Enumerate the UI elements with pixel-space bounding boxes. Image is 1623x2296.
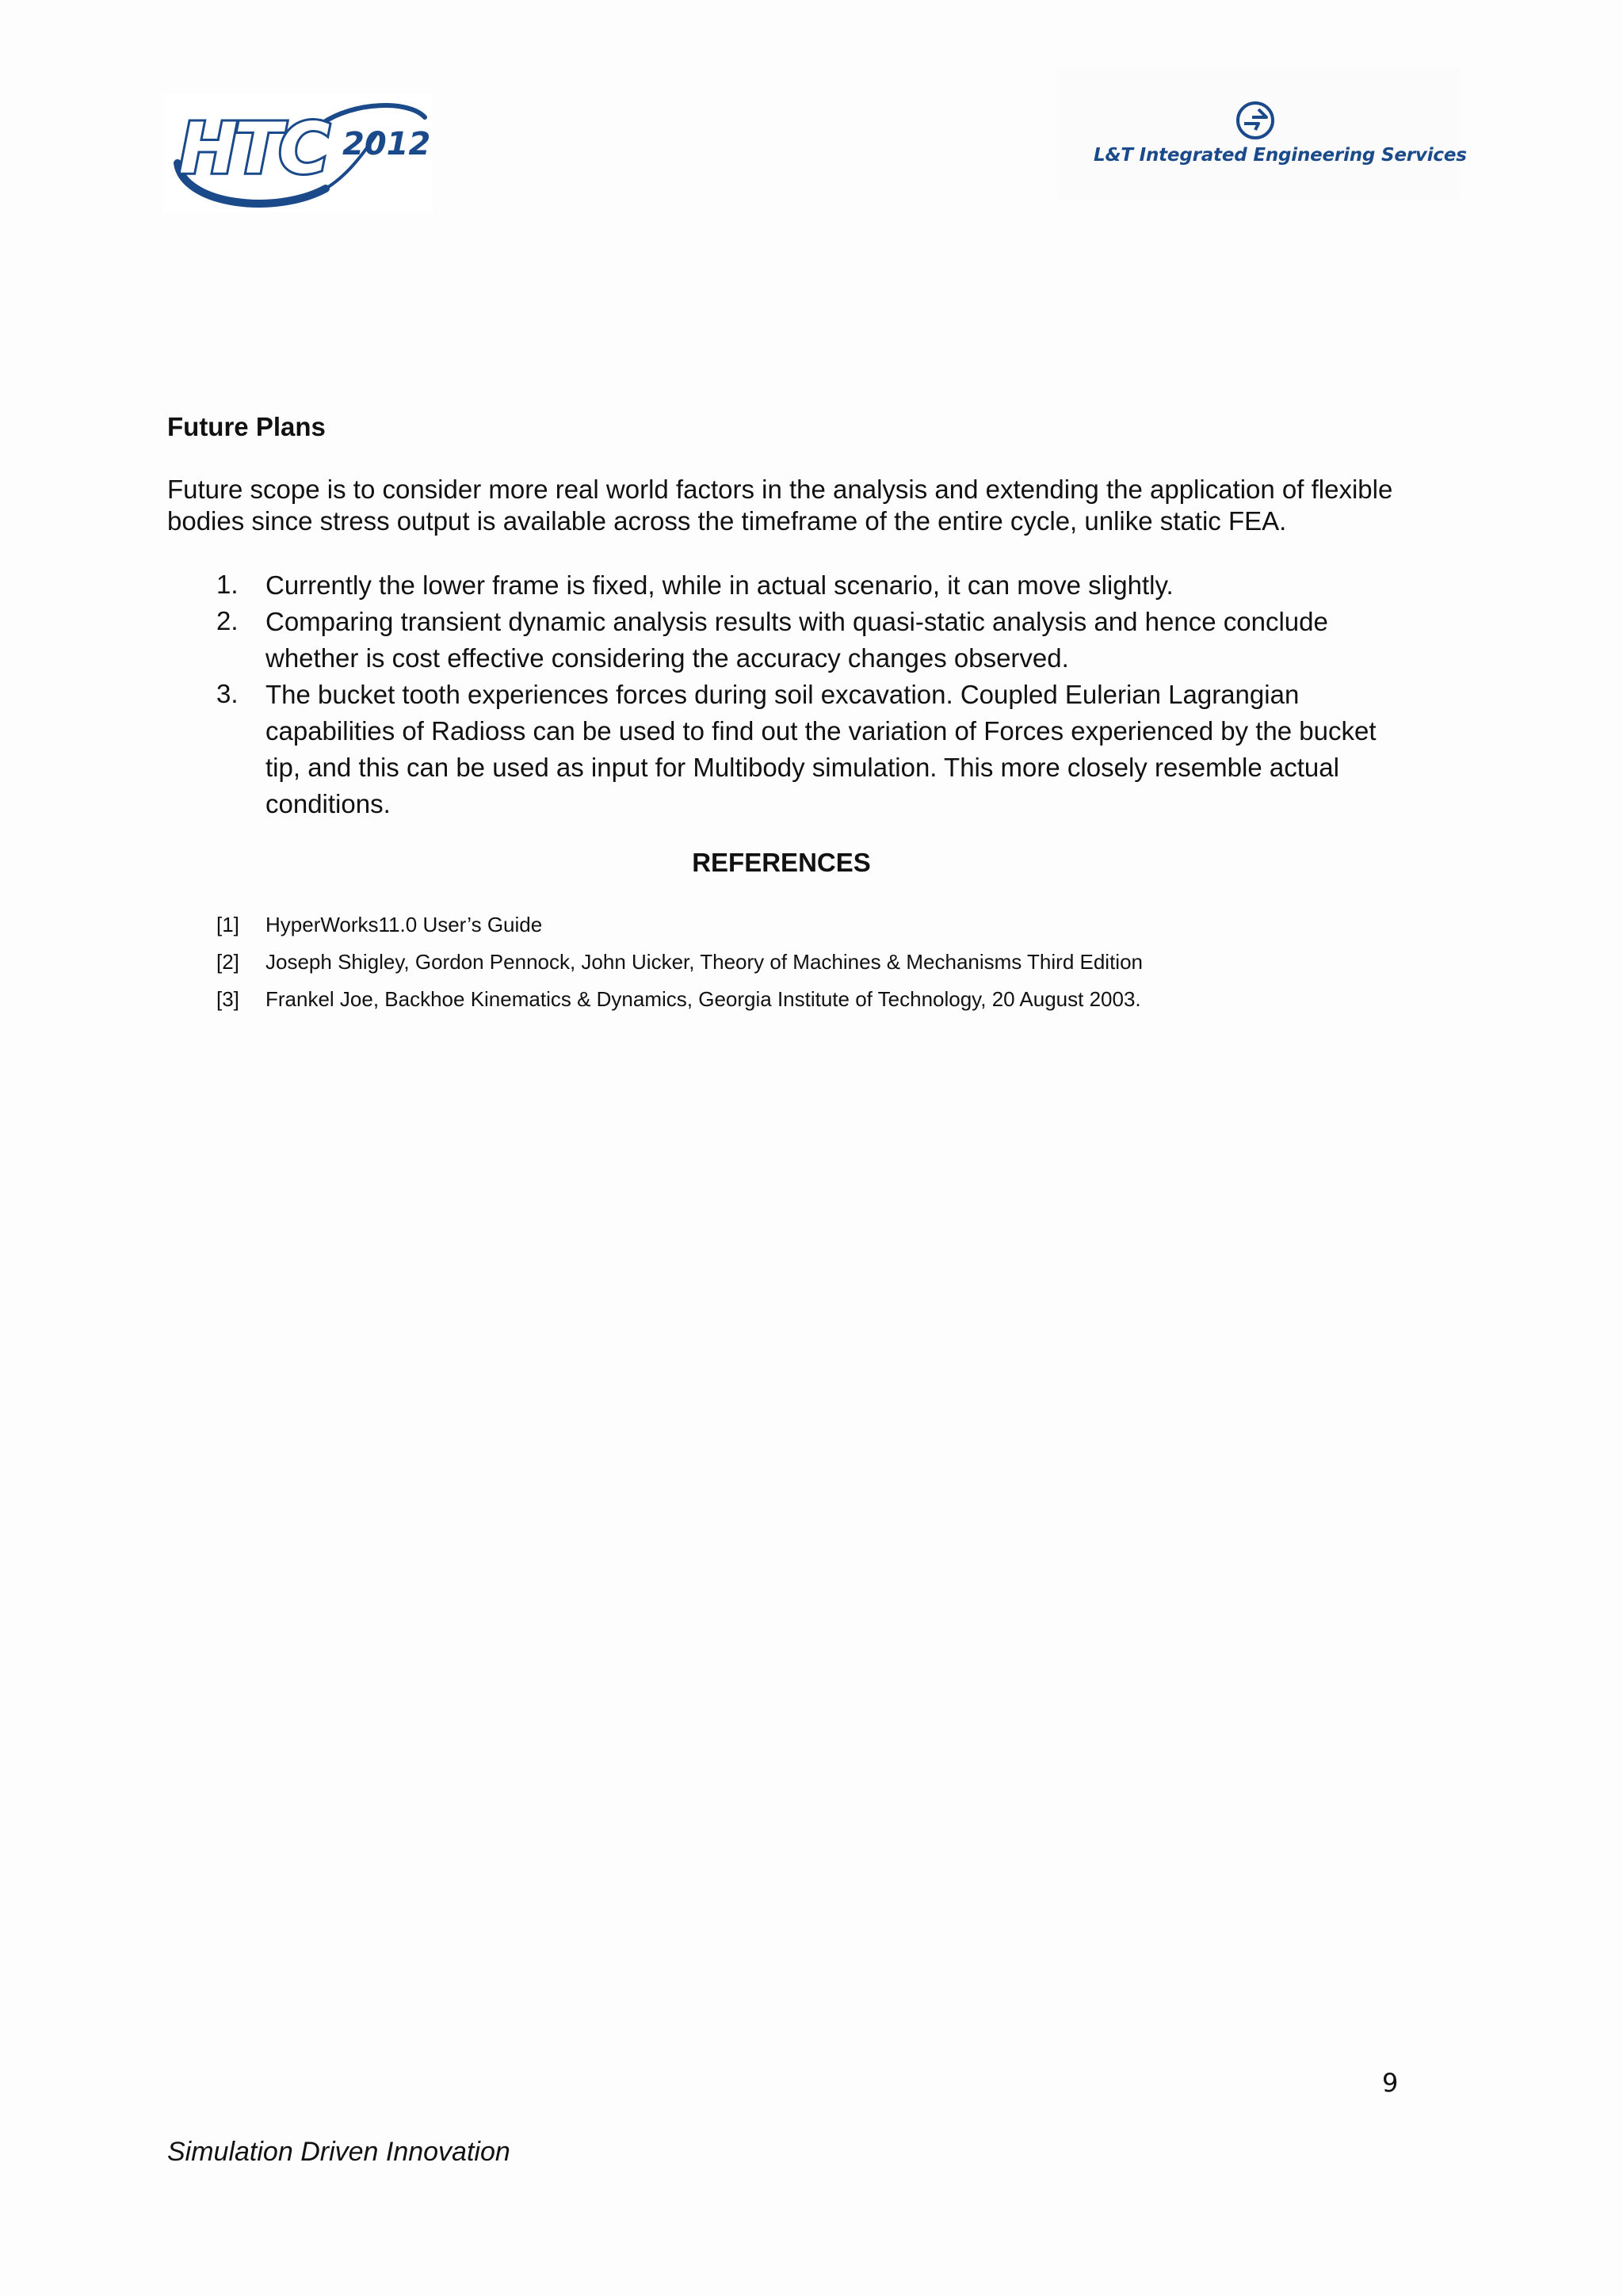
reference-number: [2] xyxy=(216,950,239,974)
htc-2012-logo xyxy=(163,93,433,212)
list-item-number: 3. xyxy=(216,679,239,708)
reference-text: Frankel Joe, Backhoe Kinematics & Dynamics, Georgia Institute of Technology, 20 August 2003. xyxy=(265,987,1141,1011)
list-item-number: 2. xyxy=(216,606,239,635)
page-number: 9 xyxy=(1382,2068,1399,2098)
list-item-text: The bucket tooth experiences forces during soil excavation. Coupled Eulerian Lagrangian capabilities of Radioss can be used to find out the variation of Forces experienced by the bucket tip, and this can be used as input for Multibody simulation. This more closely resemble actual conditions. xyxy=(265,680,1377,818)
list-item-number: 1. xyxy=(216,570,239,599)
reference-number: [1] xyxy=(216,913,239,936)
intro-paragraph: Future scope is to consider more real world factors in the analysis and extending the application of flexible bodies since stress output is available across the timeframe of the entire cycle, unlike static FEA. xyxy=(167,475,1393,536)
footer-tagline: Simulation Driven Innovation xyxy=(167,2137,510,2167)
list-item-text: Comparing transient dynamic analysis results with quasi-static analysis and hence conclude whether is cost effective considering the accuracy changes observed. xyxy=(265,607,1328,673)
reference-text: Joseph Shigley, Gordon Pennock, John Uicker, Theory of Machines & Mechanisms Third Edition xyxy=(265,950,1144,974)
list-item-text: Currently the lower frame is fixed, while in actual scenario, it can move slightly. xyxy=(265,570,1174,600)
lt-emblem-icon xyxy=(1235,100,1276,141)
svg-text:2012: 2012 xyxy=(342,126,431,162)
references-title: REFERENCES xyxy=(692,848,871,877)
svg-text:HTC: HTC xyxy=(179,108,327,189)
reference-text: HyperWorks11.0 User’s Guide xyxy=(265,913,543,936)
section-title: Future Plans xyxy=(167,412,326,441)
lt-ies-logo xyxy=(1057,68,1467,200)
htc-logo-graphic xyxy=(163,93,433,212)
reference-number: [3] xyxy=(216,987,239,1011)
lt-logo-text: L&T Integrated Engineering Services xyxy=(1094,145,1467,166)
